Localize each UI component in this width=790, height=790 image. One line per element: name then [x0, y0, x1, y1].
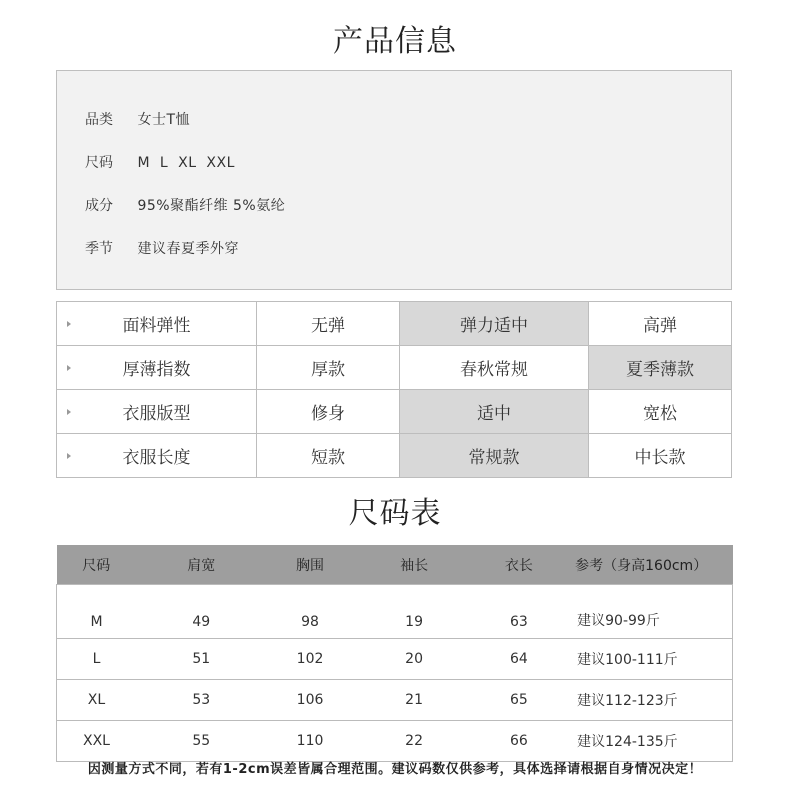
info-row-season [85, 238, 239, 258]
size-row [57, 721, 733, 762]
info-value: 女士T恤 [137, 112, 191, 128]
size-cell: 19 [354, 585, 475, 639]
triangle-bullet-icon [67, 365, 71, 371]
info-value: M L XL XXL [137, 155, 235, 171]
size-cell: 65 [475, 680, 564, 721]
size-cell: 20 [354, 639, 475, 680]
attribute-option-selected: 夏季薄款 [589, 346, 732, 390]
size-row [57, 680, 733, 721]
attribute-option: 中长款 [589, 434, 732, 478]
attribute-row [57, 302, 732, 346]
info-key: 尺码 [85, 155, 113, 171]
measurement-note: 因测量方式不同，若有1-2cm误差皆属合理范围。建议码数仅供参考，具体选择请根据自身情况决定！ [87, 762, 703, 777]
attribute-option-selected: 适中 [400, 390, 589, 434]
size-cell: 55 [136, 721, 267, 762]
info-value: 建议春夏季外穿 [137, 241, 239, 257]
size-cell: 98 [267, 585, 354, 639]
size-cell: XL [57, 680, 137, 721]
attribute-option-selected: 常规款 [400, 434, 589, 478]
attribute-label [57, 346, 257, 390]
info-key: 品类 [85, 112, 113, 128]
triangle-bullet-icon [67, 409, 71, 415]
size-cell: 110 [267, 721, 354, 762]
attribute-label [57, 434, 257, 478]
attribute-row [57, 346, 732, 390]
size-cell: M [57, 585, 137, 639]
size-cell: 63 [475, 585, 564, 639]
info-row-material [85, 195, 285, 215]
attribute-option: 无弹 [257, 302, 400, 346]
size-row [57, 585, 733, 639]
attribute-option-selected: 弹力适中 [400, 302, 589, 346]
attribute-row [57, 390, 732, 434]
size-cell: 22 [354, 721, 475, 762]
product-info-title: 产品信息 [333, 24, 457, 59]
triangle-bullet-icon [67, 321, 71, 327]
product-info-box [56, 70, 732, 290]
attribute-option: 厚款 [257, 346, 400, 390]
size-cell: 64 [475, 639, 564, 680]
size-cell: XXL [57, 721, 137, 762]
size-cell: 建议124-135斤 [563, 721, 732, 762]
size-cell: 21 [354, 680, 475, 721]
size-header-cell: 尺码 [57, 545, 137, 585]
size-cell: 106 [267, 680, 354, 721]
size-cell: 建议112-123斤 [563, 680, 732, 721]
attribute-row [57, 434, 732, 478]
info-row-size [85, 152, 235, 172]
size-cell: 66 [475, 721, 564, 762]
size-cell: 建议90-99斤 [563, 585, 732, 639]
size-cell: 53 [136, 680, 267, 721]
info-row-category [85, 109, 190, 129]
attribute-option: 春秋常规 [400, 346, 589, 390]
size-row [57, 639, 733, 680]
size-chart-table [56, 545, 733, 762]
size-chart-title: 尺码表 [348, 496, 442, 531]
size-cell: 51 [136, 639, 267, 680]
size-header-cell: 胸围 [267, 545, 354, 585]
info-key: 成分 [85, 198, 113, 214]
attribute-table [56, 301, 732, 478]
attribute-label [57, 302, 257, 346]
info-key: 季节 [85, 241, 113, 257]
attribute-label-text: 衣服长度 [122, 448, 191, 468]
triangle-bullet-icon [67, 453, 71, 459]
size-header-cell: 肩宽 [136, 545, 267, 585]
attribute-option: 宽松 [589, 390, 732, 434]
size-header-cell: 参考（身高160cm） [563, 545, 732, 585]
size-cell: 49 [136, 585, 267, 639]
attribute-option: 修身 [257, 390, 400, 434]
attribute-option: 高弹 [589, 302, 732, 346]
size-header-cell: 衣长 [475, 545, 564, 585]
size-header-cell: 袖长 [354, 545, 475, 585]
attribute-label-text: 厚薄指数 [122, 360, 191, 380]
info-value: 95%聚酯纤维 5%氨纶 [137, 198, 286, 214]
attribute-option: 短款 [257, 434, 400, 478]
size-cell: 102 [267, 639, 354, 680]
size-cell: L [57, 639, 137, 680]
attribute-label-text: 面料弹性 [122, 316, 191, 336]
size-chart-header [57, 545, 733, 585]
attribute-label-text: 衣服版型 [122, 404, 191, 424]
size-cell: 建议100-111斤 [563, 639, 732, 680]
attribute-label [57, 390, 257, 434]
